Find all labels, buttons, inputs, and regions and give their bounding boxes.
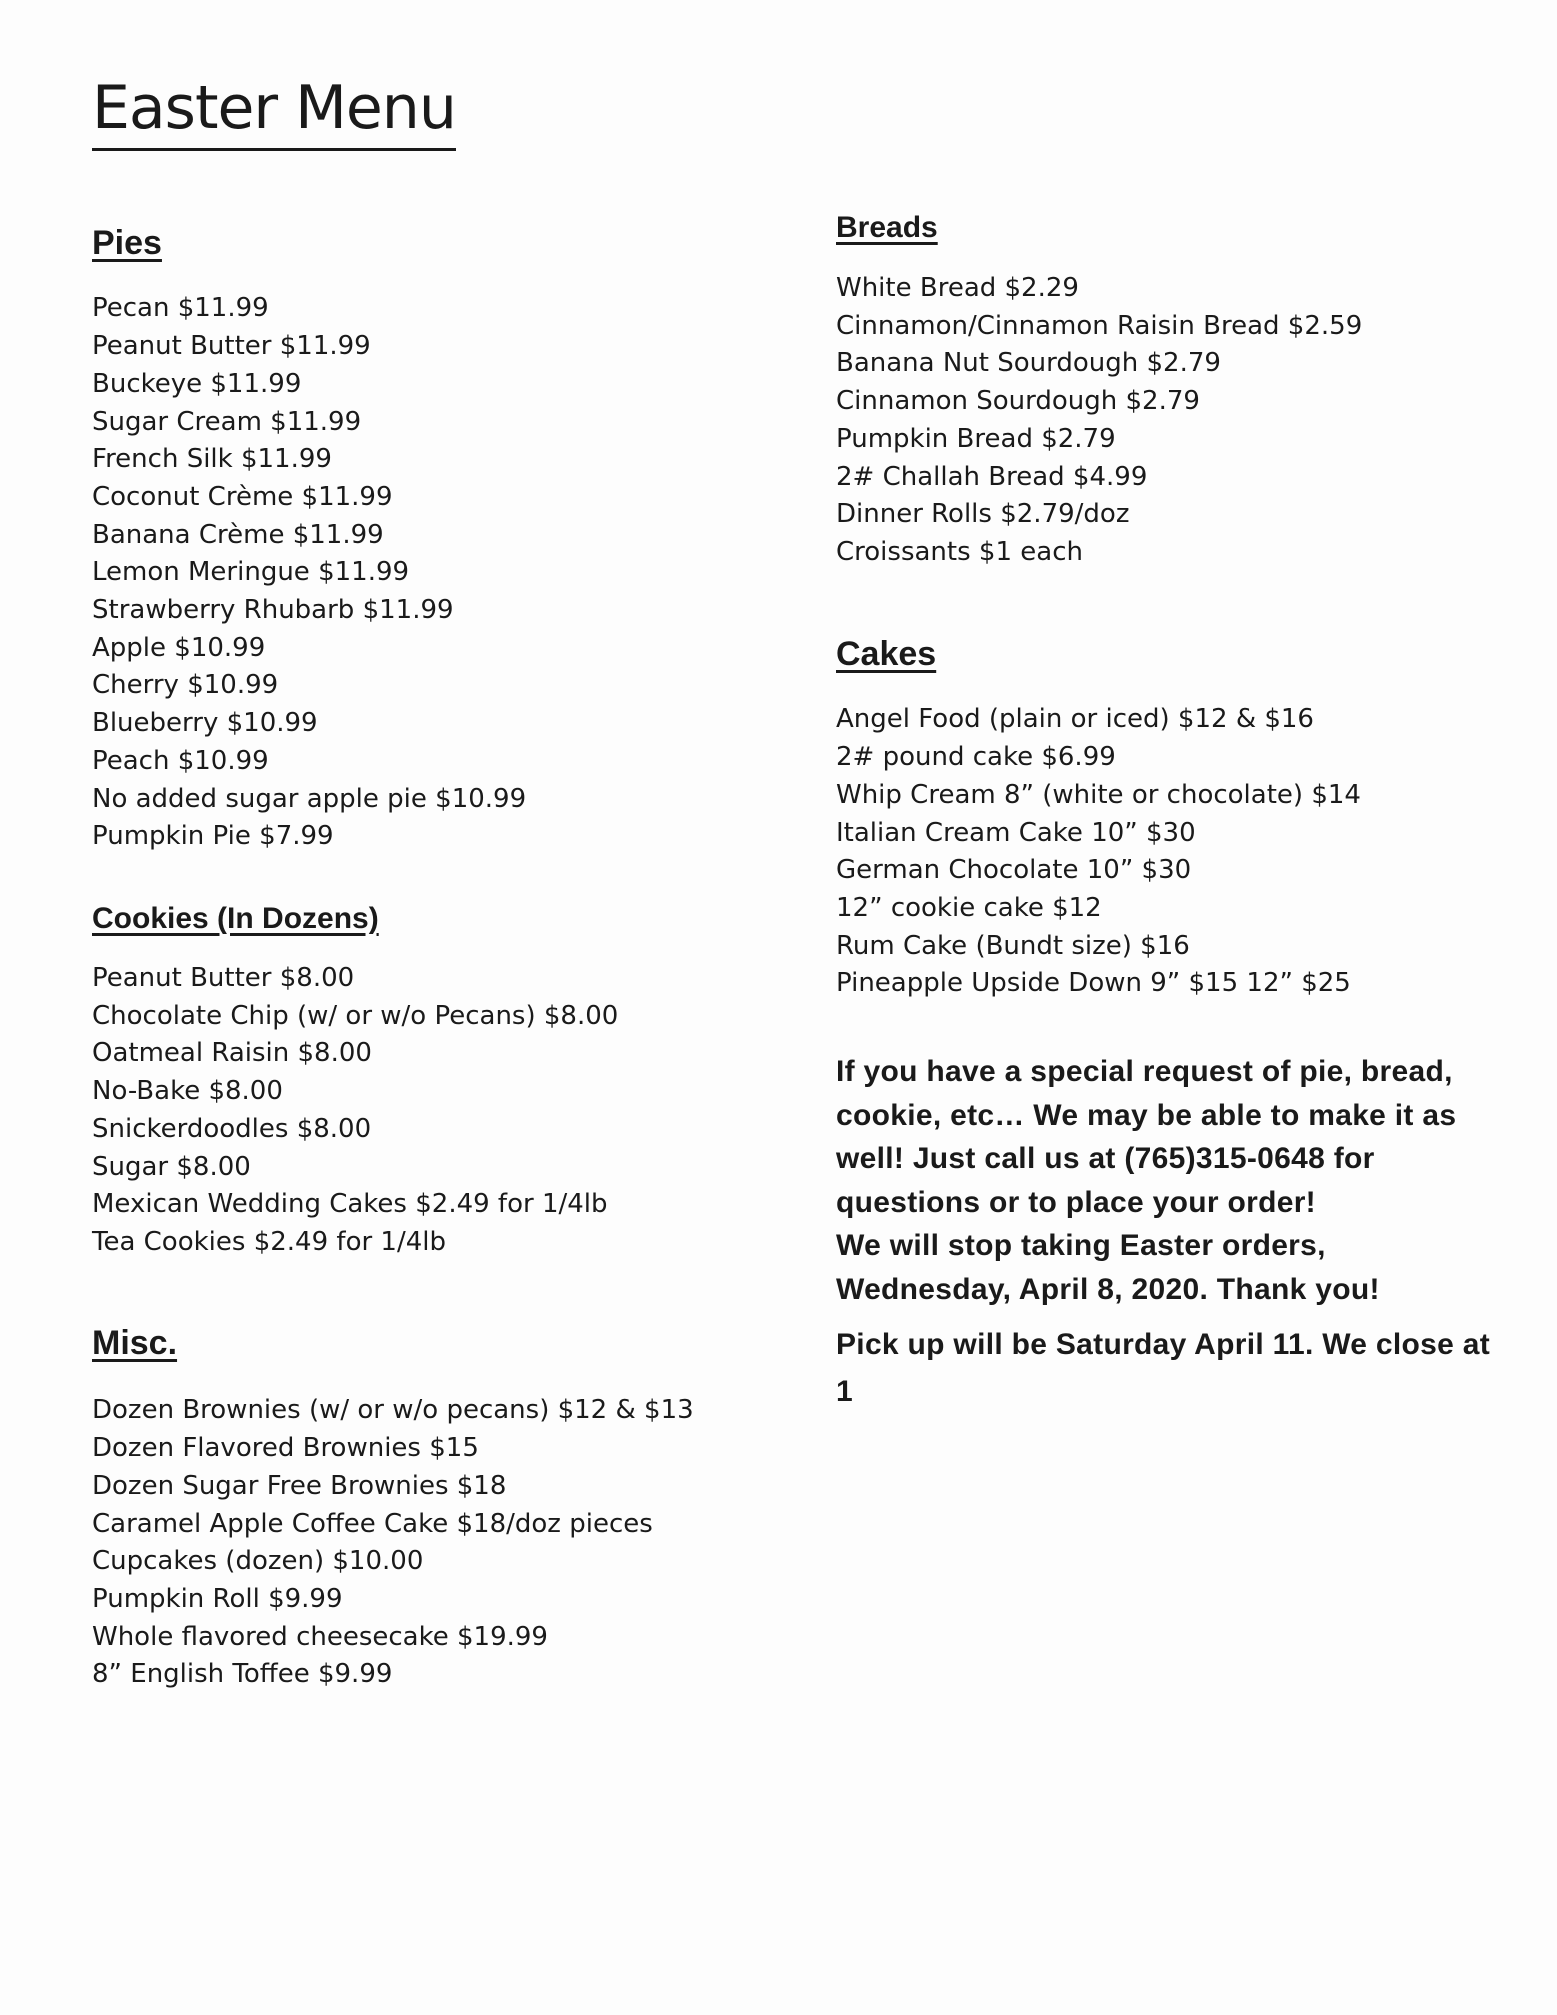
menu-item: Croissants $1 each (836, 536, 1083, 567)
menu-item: Lemon Meringue $11.99 (92, 557, 410, 588)
menu-item: German Chocolate 10” $30 (836, 855, 1192, 886)
breads-list (836, 270, 1362, 572)
menu-item: Rum Cake (Bundt size) $16 (836, 930, 1190, 961)
menu-item: Cinnamon/Cinnamon Raisin Bread $2.59 (836, 310, 1363, 341)
menu-item: Banana Crème $11.99 (92, 519, 384, 550)
menu-item: Cherry $10.99 (92, 670, 279, 701)
menu-item: Italian Cream Cake 10” $30 (836, 817, 1196, 848)
menu-item: French Silk $11.99 (92, 444, 332, 475)
menu-item: 2# pound cake $6.99 (836, 742, 1116, 773)
cakes-list (836, 701, 1361, 1003)
menu-item: Dozen Flavored Brownies $15 (92, 1433, 479, 1464)
menu-item: Peanut Butter $8.00 (92, 963, 355, 993)
order-notice (836, 1050, 1496, 1415)
order-deadline-text: We will stop taking Easter orders, Wednesday, April 8, 2020. Thank you! (836, 1229, 1380, 1306)
cakes-heading: Cakes (836, 635, 937, 673)
misc-section (92, 1325, 694, 1694)
menu-item: 12” cookie cake $12 (836, 892, 1102, 923)
menu-item: Tea Cookies $2.49 for 1/4lb (92, 1226, 446, 1257)
cookies-heading: Cookies (In Dozens) (92, 902, 379, 935)
breads-heading: Breads (836, 211, 938, 244)
menu-item: Cinnamon Sourdough $2.79 (836, 386, 1200, 417)
pies-heading: Pies (92, 224, 162, 262)
menu-item: Pineapple Upside Down 9” $15 12” $25 (836, 968, 1351, 999)
menu-item: Pumpkin Bread $2.79 (836, 423, 1116, 454)
cookies-list (92, 960, 618, 1262)
menu-item: Pumpkin Roll $9.99 (92, 1583, 343, 1614)
menu-item: Angel Food (plain or iced) $12 & $16 (836, 704, 1314, 735)
cakes-section (836, 636, 1361, 1003)
page-title: Easter Menu (92, 78, 456, 151)
menu-item: Peach $10.99 (92, 745, 269, 776)
misc-heading: Misc. (92, 1324, 178, 1362)
menu-item: Buckeye $11.99 (92, 368, 302, 399)
menu-item: Dozen Brownies (w/ or w/o pecans) $12 & $13 (92, 1395, 694, 1426)
menu-item: Chocolate Chip (w/ or w/o Pecans) $8.00 (92, 1000, 619, 1031)
pies-section (92, 225, 526, 856)
menu-item: Sugar Cream $11.99 (92, 406, 362, 437)
menu-item: Mexican Wedding Cakes $2.49 for 1/4lb (92, 1189, 608, 1220)
menu-item: Banana Nut Sourdough $2.79 (836, 348, 1221, 379)
misc-list (92, 1392, 694, 1694)
menu-item: Dinner Rolls $2.79/doz (836, 499, 1130, 530)
menu-item: 8” English Toffee $9.99 (92, 1659, 393, 1690)
cookies-section (92, 902, 618, 1262)
menu-item: Peanut Butter $11.99 (92, 331, 371, 362)
breads-section (836, 211, 1362, 572)
menu-item: Blueberry $10.99 (92, 708, 318, 739)
pickup-text: Pick up will be Saturday April 11. We close at 1 (836, 1328, 1491, 1408)
menu-item: Apple $10.99 (92, 632, 266, 663)
menu-item: No-Bake $8.00 (92, 1076, 283, 1107)
menu-item: Caramel Apple Coffee Cake $18/doz pieces (92, 1508, 653, 1539)
menu-item: White Bread $2.29 (836, 273, 1079, 303)
menu-item: Dozen Sugar Free Brownies $18 (92, 1470, 507, 1501)
menu-item: Pecan $11.99 (92, 293, 269, 324)
special-request-text: If you have a special request of pie, bread, cookie, etc… We may be able to make it as well! Just call us at (765)315-0648 for questions or to place your order! (836, 1055, 1457, 1219)
menu-item: Cupcakes (dozen) $10.00 (92, 1546, 424, 1577)
menu-item: 2# Challah Bread $4.99 (836, 461, 1148, 492)
menu-item: Pumpkin Pie $7.99 (92, 821, 334, 852)
pies-list (92, 290, 526, 856)
menu-item: No added sugar apple pie $10.99 (92, 783, 527, 814)
menu-item: Whole flavored cheesecake $19.99 (92, 1621, 548, 1652)
menu-item: Coconut Crème $11.99 (92, 481, 393, 512)
menu-item: Whip Cream 8” (white or chocolate) $14 (836, 779, 1361, 810)
menu-item: Strawberry Rhubarb $11.99 (92, 595, 454, 626)
menu-item: Sugar $8.00 (92, 1151, 251, 1182)
menu-item: Oatmeal Raisin $8.00 (92, 1038, 372, 1069)
menu-item: Snickerdoodles $8.00 (92, 1113, 372, 1144)
